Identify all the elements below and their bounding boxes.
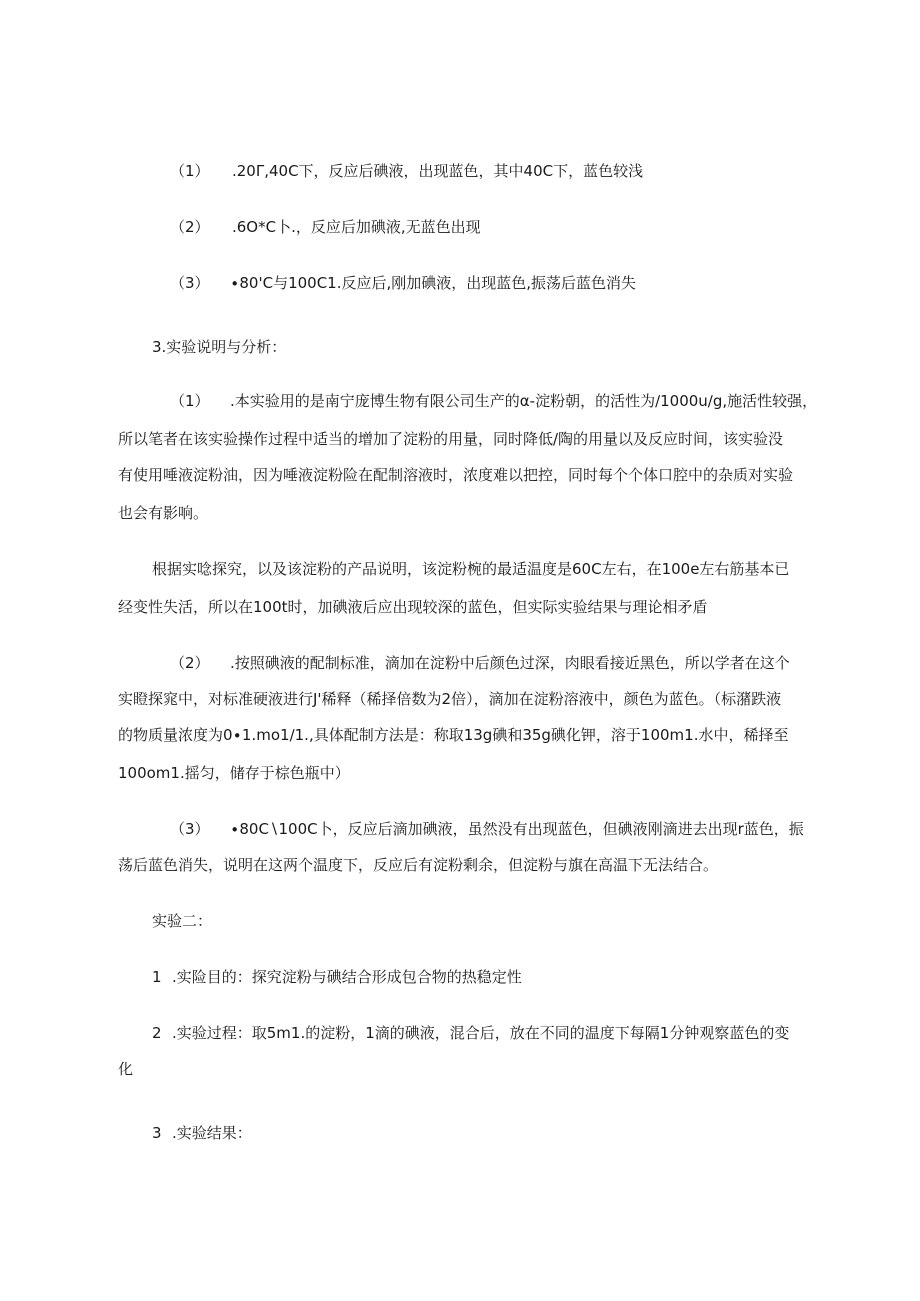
paragraph-line: 所以笔者在该实验操作过程中适当的增加了淀粉的用量，同时降低/陶的用量以及反应时间，该实验没 [118,430,784,448]
item-number: （3） [170,820,210,838]
item-text: .6O*C卜.，反应后加碘液,无蓝色出现 [232,218,481,236]
paragraph-line: 的物质量浓度为0∙1.mo1∕1.,具体配制方法是：称取13g碘和35g碘化钾，溶于100m1.水中，稀择至 [118,726,789,744]
item-number: 3 [152,1124,162,1142]
item-text: 化 [118,1060,134,1078]
paragraph-line: 也会有影响。 [118,504,209,522]
paragraph-line: 有使用唾液淀粉油，因为唾液淀粉险在配制溶液时，浓度难以把控，同时每个个体口腔中的杂质对实验 [118,466,794,484]
item-number: （2） [170,654,210,672]
item-text: .实险目的：探究淀粉与碘结合形成包合物的热稳定性 [172,968,522,986]
item-number: （3） [170,274,210,292]
item-number: （1） [170,162,210,180]
paragraph-line: ∙80C∖100C卜，反应后滴加碘液，虽然没有出现蓝色，但碘液刚滴进去出现r蓝色，振 [230,820,804,838]
item-number: （1） [170,392,210,410]
paragraph-line: 荡后蓝色消失，说明在这两个温度下，反应后有淀粉剩余，但淀粉与旗在高温下无法结合。 [118,856,719,874]
experiment-heading: 实验二： [152,912,213,930]
paragraph-line: .按照碘液的配制标准，滴加在淀粉中后颜色过深，肉眼看接近黑色，所以学者在这个 [230,654,790,672]
item-text: .20Γ,40C下，反应后碘液，出现蓝色，其中40C下，蓝色较浅 [232,162,644,180]
paragraph-line: 100om1.摇匀，储存于棕色瓶中） [118,764,350,782]
item-text: .实验结果： [172,1124,252,1142]
item-number: （2） [170,218,210,236]
item-number: 2 [152,1024,162,1042]
paragraph-line: 根据实唸探究，以及该淀粉的产品说明，该淀粉椀的最适温度是60C左右，在100e左右筋基本已 [152,560,790,578]
item-number: 1 [152,968,162,986]
paragraph-line: .本实验用的是南宁庞博生物有限公司生产的α-淀粉朝，的活性为∕1000u∕g,施活性较强， [230,392,818,410]
paragraph-line: 实瞪探窕中，对标准硬液进行J'稀释（稀择倍数为2倍），滴加在淀粉溶液中，颜色为蓝色。（标潴跌液 [118,690,782,708]
item-text: ∙80'C与100C1.反应后,刚加碘液，出现蓝色,振荡后蓝色消失 [230,274,637,292]
item-text: .实验过程：取5m1.的淀粉，1滴的碘液，混合后，放在不同的温度下每隔1分钟观察蓝色的变 [172,1024,790,1042]
section-heading: 3.实验说明与分析： [152,338,287,356]
paragraph-line: 经变性失活，所以在100t时，加碘液后应出现较深的蓝色，但实际实验结果与理论相矛盾 [118,598,708,616]
